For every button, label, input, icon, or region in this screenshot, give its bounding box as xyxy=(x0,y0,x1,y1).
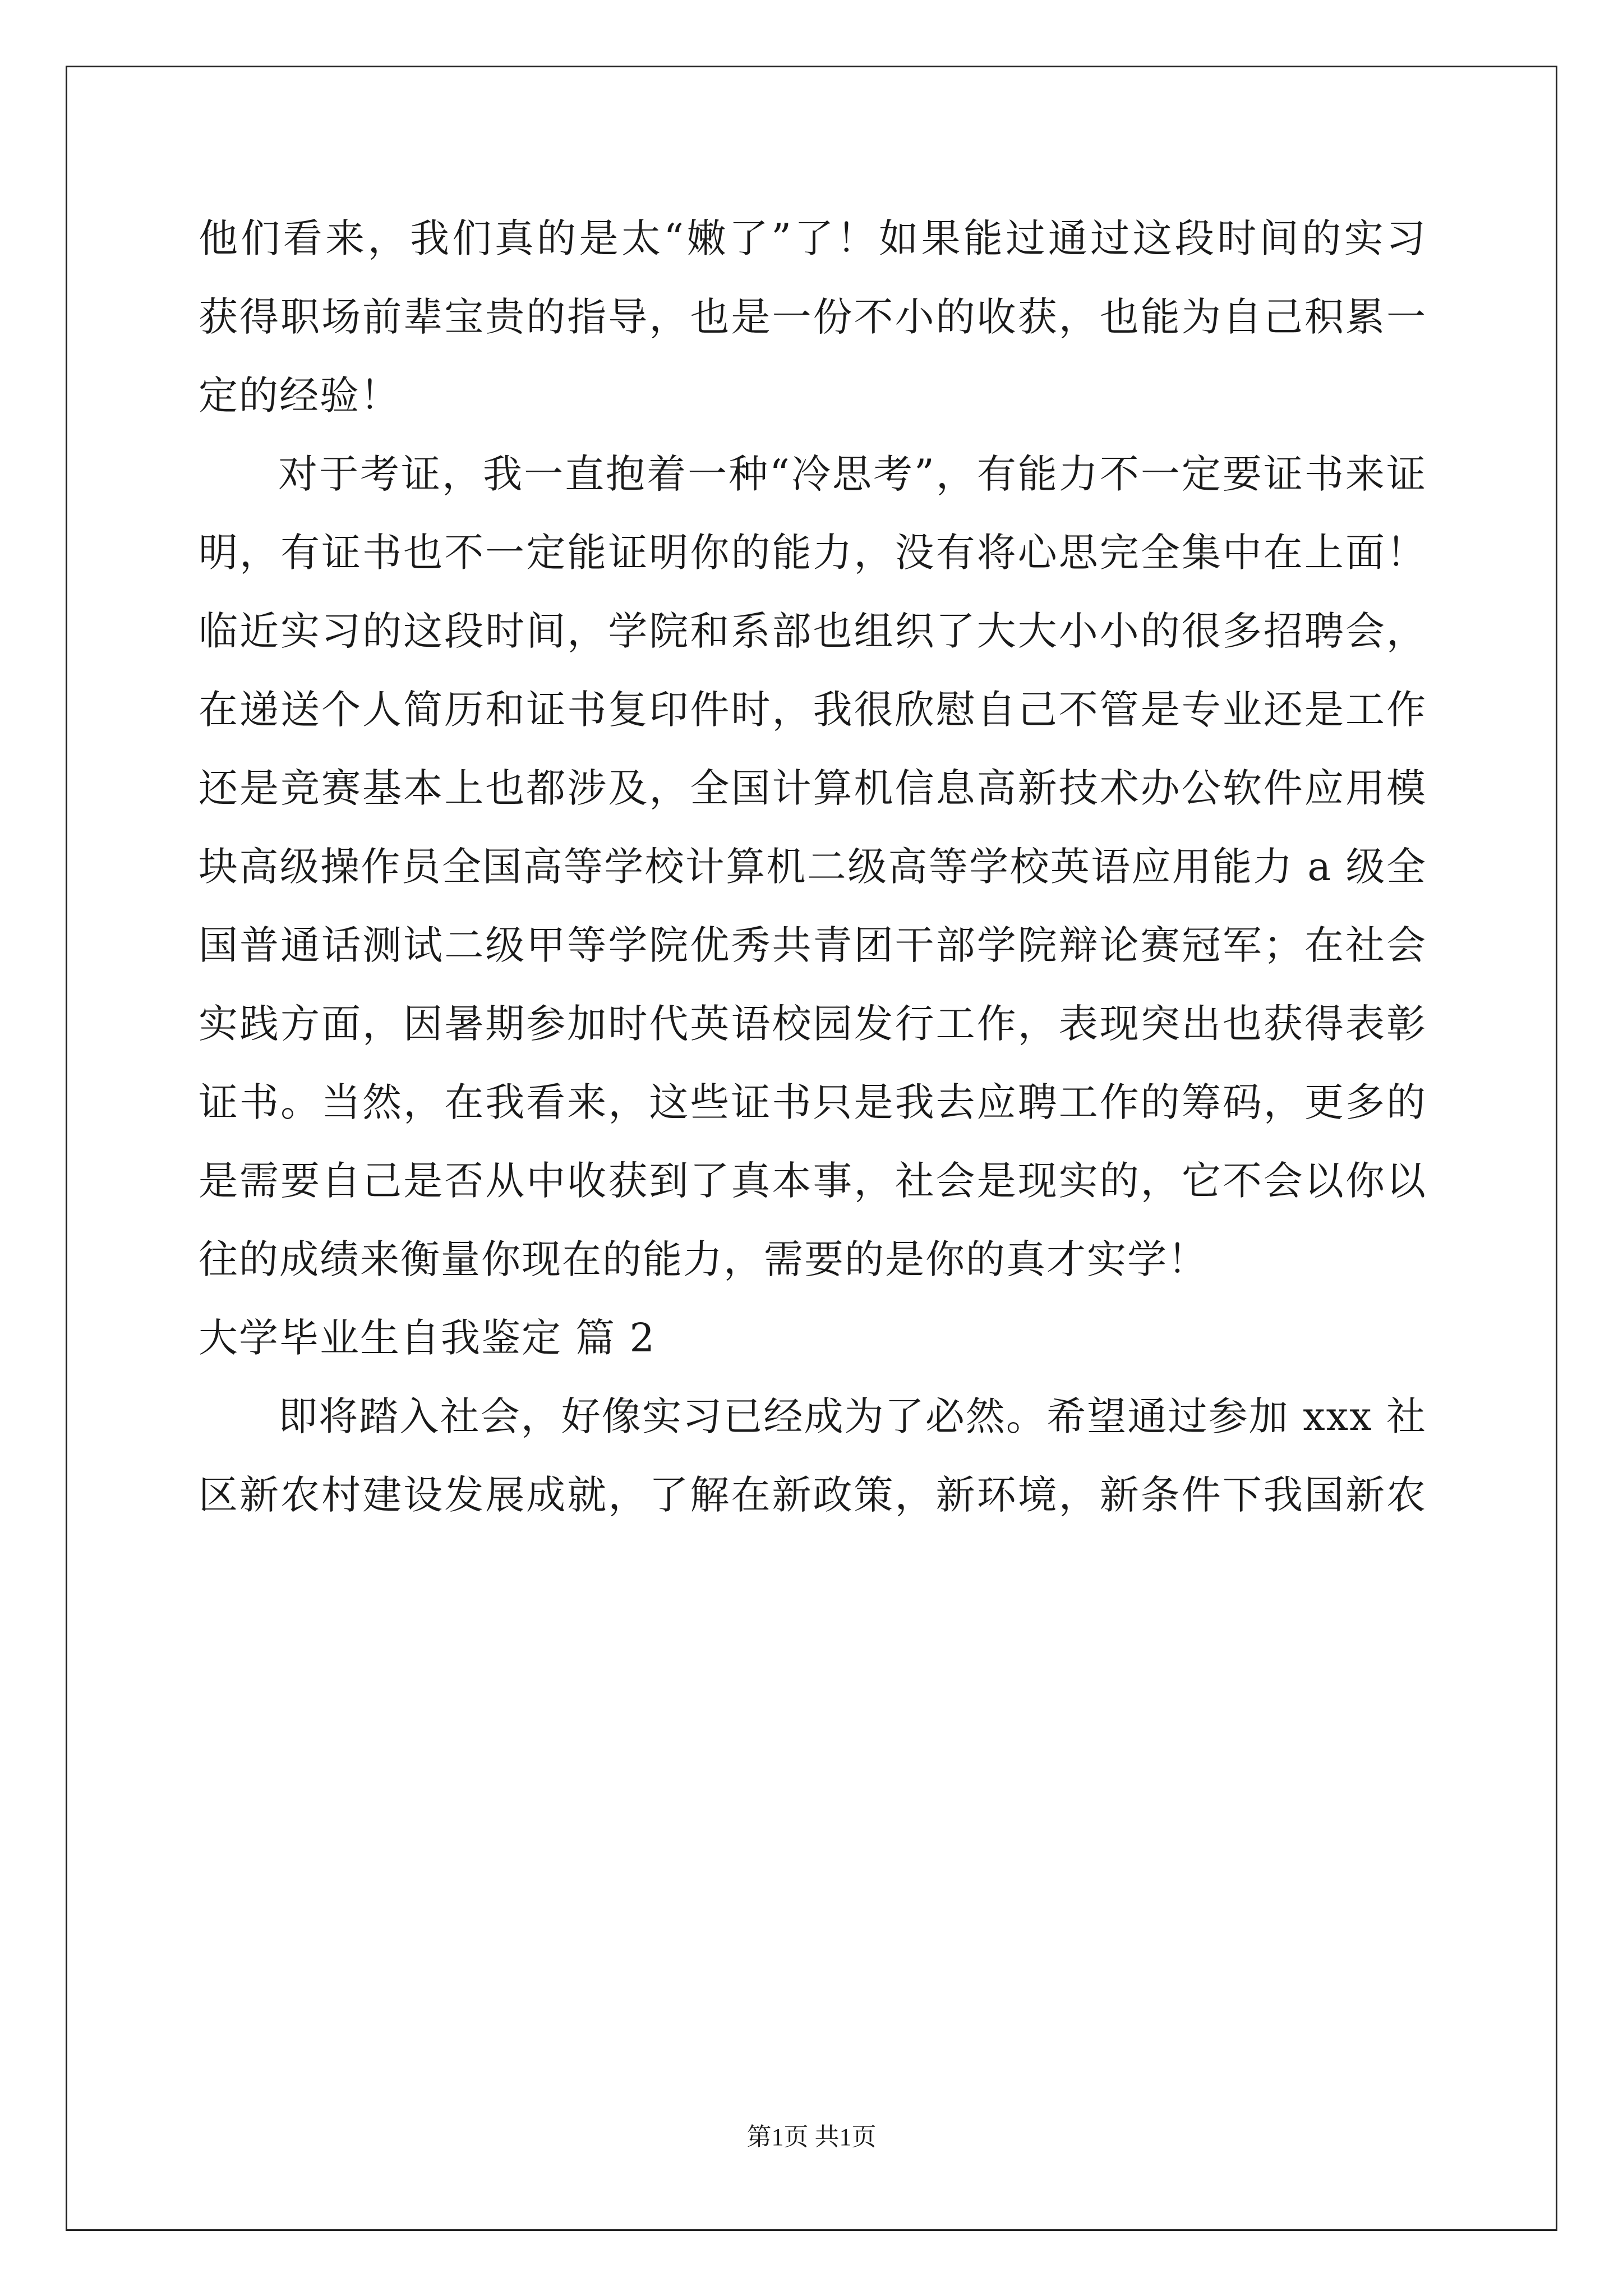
section-heading: 大学毕业生自我鉴定 篇 2 xyxy=(199,1315,656,1361)
body-line-7: 在递送个人简历和证书复印件时，我很欣慰自己不管是专业还是工作 xyxy=(199,687,1427,733)
body-line-9: 块高级操作员全国高等学校计算机二级高等学校英语应用能力 a 级全 xyxy=(199,844,1427,890)
body-line-8: 还是竞赛基本上也都涉及，全国计算机信息高新技术办公软件应用模 xyxy=(199,765,1427,811)
body-line-14: 往的成绩来衡量你现在的能力，需要的是你的真才实学！ xyxy=(199,1236,1208,1282)
body-line-2: 获得职场前辈宝贵的指导，也是一份不小的收获，也能为自己积累一 xyxy=(199,294,1427,340)
body-line-3: 定的经验！ xyxy=(199,372,400,418)
body-line-11: 实践方面，因暑期参加时代英语校园发行工作，表现突出也获得表彰 xyxy=(199,1001,1427,1047)
body-line-17: 区新农村建设发展成就，了解在新政策，新环境，新条件下我国新农 xyxy=(199,1472,1427,1518)
page-footer: 第1页 共1页 xyxy=(746,2123,877,2151)
body-line-12: 证书。当然，在我看来，这些证书只是我去应聘工作的筹码，更多的 xyxy=(199,1079,1427,1125)
body-line-6: 临近实习的这段时间，学院和系部也组织了大大小小的很多招聘会， xyxy=(199,608,1427,654)
body-line-13: 是需要自己是否从中收获到了真本事，社会是现实的，它不会以你以 xyxy=(199,1158,1427,1204)
body-line-10: 国普通话测试二级甲等学院优秀共青团干部学院辩论赛冠军；在社会 xyxy=(199,922,1427,968)
body-line-4: 对于考证，我一直抱着一种“冷思考”，有能力不一定要证书来证 xyxy=(278,451,1427,497)
body-line-5: 明，有证书也不一定能证明你的能力，没有将心思完全集中在上面！ xyxy=(199,530,1427,576)
body-line-16: 即将踏入社会，好像实习已经成为了必然。希望通过参加 xxx 社 xyxy=(278,1393,1427,1439)
body-line-1: 他们看来，我们真的是太“嫩了”了！如果能过通过这段时间的实习 xyxy=(199,215,1427,261)
